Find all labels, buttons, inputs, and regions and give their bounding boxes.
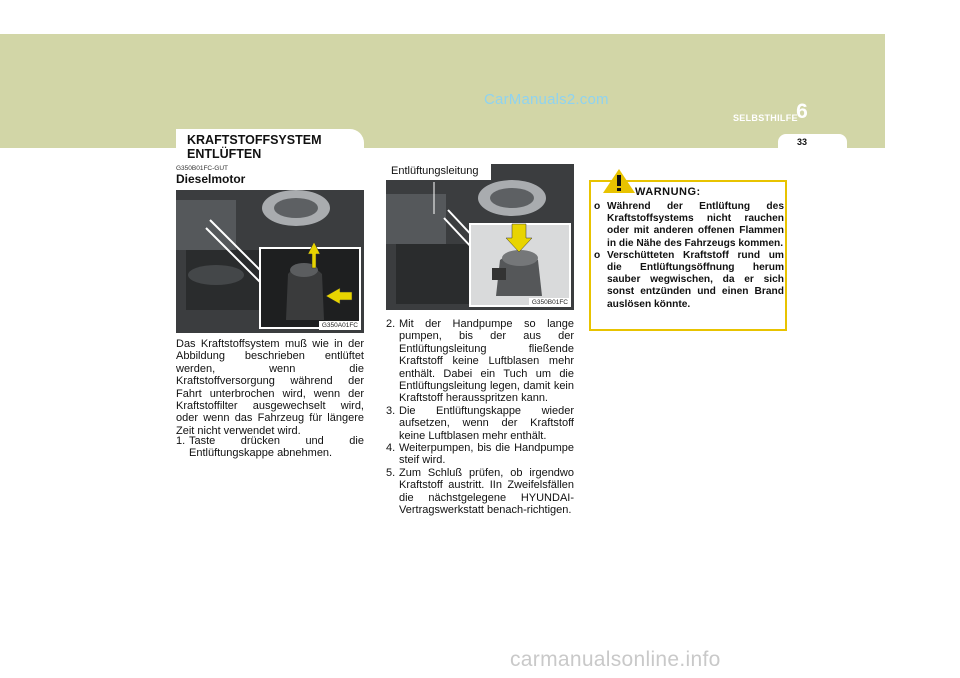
step-number: 3. — [386, 404, 396, 417]
list-item — [386, 442, 574, 467]
header-band — [0, 34, 885, 148]
step-text: Taste drücken und die Entlüftungskappe abnehmen. — [189, 435, 364, 460]
list-item — [386, 467, 574, 517]
photo-label-1: G350A01FC — [319, 321, 361, 330]
list-item — [594, 250, 784, 311]
warning-title: WARNUNG: — [635, 186, 701, 198]
step-number: 5. — [386, 466, 396, 479]
step-text: Zum Schluß prüfen, ob irgendwo Kraftstoff austritt. IIn Zweifelsfällen die nächstgelegene HYUNDAI-Vertragswerkstatt benach-richtigen. — [399, 466, 574, 517]
list-item — [594, 201, 784, 250]
section-subtitle: Dieselmotor — [176, 172, 246, 186]
bullet: o — [594, 201, 601, 212]
steps-list-middle — [386, 318, 574, 517]
step-number: 4. — [386, 442, 396, 455]
list-item — [176, 435, 364, 460]
step-text: Weiterpumpen, bis die Handpumpe steif wird. — [399, 442, 574, 467]
photo-label-2: G350B01FC — [529, 298, 571, 307]
engine-photo-1 — [176, 190, 364, 333]
warning-list — [594, 201, 784, 311]
step-text: Die Entlüftungskappe wieder aufsetzen, wenn der Kraftstoff keine Luftblasen mehr enthält. — [399, 404, 574, 442]
step-number: 1. — [176, 435, 186, 447]
section-code: G350B01FC-GUT — [176, 165, 229, 172]
engine-photo-2 — [386, 164, 574, 310]
step-text: Mit der Handpumpe so lange pumpen, bis der aus der Entlüftungsleitung fließende Kraftstoff keine Luftblasen mehr enthält. Dabei ein Tuch um die Entlüftungsleitung legen, damit kein Kraftstoff herausspritzen kann. — [399, 318, 574, 405]
section-number: 6 — [796, 100, 808, 123]
warning-text: Verschütteten Kraftstoff rund um die Entlüftungsöffnung herum sauber wegwischen, da er sich sonst entzünden und einen Brand auslösen könnte. — [607, 249, 784, 310]
watermark-bottom[interactable]: carmanualsonline.info — [510, 648, 721, 671]
warning-text: Während der Entlüftung des Kraftstoffsystems nicht rauchen oder mit anderen offenen Flammen in die Nähe des Fahrzeugs kommen. — [607, 201, 784, 249]
callout-label: Entlüftungsleitung — [386, 164, 491, 180]
intro-paragraph: Das Kraftstoffsystem muß wie in der Abbildung beschrieben entlüftet werden, wenn die Kraftstoffversorgung während der Fahrt unterbrochen wird, wenn der Kraftstoffilter ausgewechselt wird, oder wenn das Fahrzeug für längere Zeit nicht verwendet wird. — [176, 338, 364, 437]
list-item — [386, 318, 574, 405]
list-item — [386, 405, 574, 442]
warning-triangle-icon — [602, 168, 636, 194]
page-number: 33 — [796, 137, 807, 147]
bullet: o — [594, 249, 601, 261]
section-label: SELBSTHILFE — [733, 113, 798, 123]
step-number: 2. — [386, 318, 396, 330]
steps-list-left — [176, 435, 364, 460]
section-title: KRAFTSTOFFSYSTEM ENTLÜFTEN — [187, 133, 322, 161]
watermark-top[interactable]: CarManuals2.com — [484, 91, 609, 108]
